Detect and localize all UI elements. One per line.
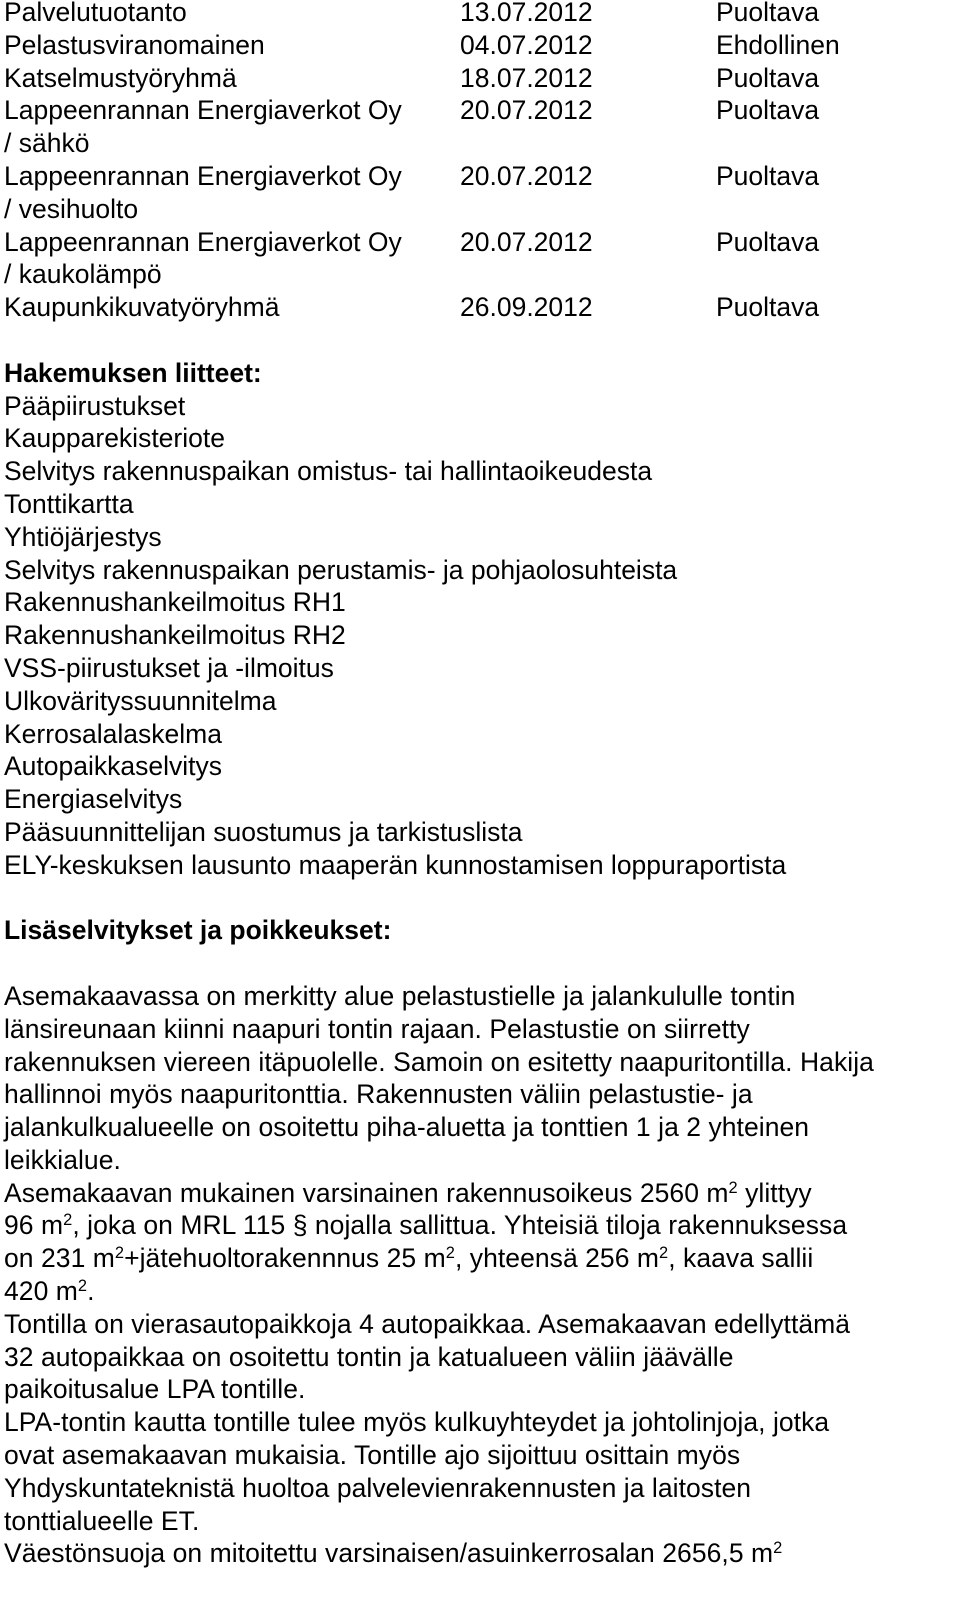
text-run: 96 m [4, 1210, 64, 1241]
attachment-item: Selvitys rakennuspaikan omistus- tai hallintaoikeudesta [4, 456, 653, 487]
organization-line: Lappeenrannan Energiaverkot Oy [4, 95, 402, 126]
paragraph-line [4, 1275, 954, 1308]
organization-line: Palvelutuotanto [4, 0, 187, 27]
superscript: 2 [773, 1539, 783, 1558]
superscript: 2 [63, 1211, 73, 1230]
superscript: 2 [445, 1244, 455, 1263]
clarifications-section [4, 914, 954, 1570]
attachment-item: Pääsuunnittelijan suostumus ja tarkistuslista [4, 816, 523, 847]
attachment-item: VSS-piirustukset ja -ilmoitus [4, 652, 334, 683]
paragraph-line: rakennuksen viereen itäpuolelle. Samoin on esitetty naapuritontilla. Hakija [4, 1046, 874, 1077]
text-run: +jätehuoltorakennnus 25 m [124, 1243, 446, 1274]
paragraph-line [4, 1177, 954, 1210]
statement-date: 20.07.2012 [460, 95, 593, 126]
statement-date: 20.07.2012 [460, 226, 593, 257]
statement-date: 26.09.2012 [460, 292, 593, 323]
text-run: , kaava sallii [668, 1243, 814, 1274]
attachment-item: Selvitys rakennuspaikan perustamis- ja pohjaolosuhteista [4, 554, 678, 585]
statement-row [4, 160, 954, 226]
paragraph-line: Tontilla on vierasautopaikkoja 4 autopaikkaa. Asemakaavan edellyttämä [4, 1308, 851, 1339]
spacer [4, 324, 954, 357]
superscript: 2 [114, 1244, 125, 1263]
statement-organization [4, 160, 460, 226]
statement-status: Puoltava [716, 0, 820, 27]
paragraph-line: LPA-tontin kautta tontille tulee myös kulkuyhteydet ja johtolinjoja, jotka [4, 1407, 830, 1438]
attachment-item: Autopaikkaselvitys [4, 751, 222, 782]
attachment-item: Rakennushankeilmoitus RH1 [4, 587, 346, 618]
paragraph-line: paikoitusalue LPA tontille. [4, 1374, 306, 1405]
paragraph-line: jalankulkualueelle on osoitettu piha-aluetta ja tonttien 1 ja 2 yhteinen [4, 1112, 810, 1143]
organization-line: Lappeenrannan Energiaverkot Oy [4, 160, 402, 191]
attachments-section [4, 357, 954, 882]
statement-status: Puoltava [716, 62, 820, 93]
attachment-item: Energiaselvitys [4, 784, 183, 815]
spacer [4, 947, 954, 980]
statement-row [4, 226, 954, 292]
statement-organization [4, 62, 460, 95]
superscript: 2 [77, 1277, 88, 1296]
clarifications-heading: Lisäselvitykset ja poikkeukset: [4, 915, 392, 946]
organization-line: Lappeenrannan Energiaverkot Oy [4, 226, 402, 257]
paragraph-line: 32 autopaikkaa on osoitettu tontin ja katualueen väliin jäävälle [4, 1341, 734, 1372]
paragraph-line [4, 1242, 954, 1275]
attachment-item: Ulkovärityssuunnitelma [4, 685, 277, 716]
organization-line: / vesihuolto [4, 193, 139, 224]
paragraph-line: Yhdyskuntateknistä huoltoa palvelevienrakennusten ja laitosten [4, 1472, 752, 1503]
statement-date: 13.07.2012 [460, 0, 593, 27]
text-run: . [87, 1276, 95, 1307]
paragraph-line: leikkialue. [4, 1144, 121, 1175]
statement-status: Puoltava [716, 160, 820, 191]
statement-row [4, 291, 954, 324]
paragraph-line [4, 1209, 954, 1242]
text-run: , joka on MRL 115 § nojalla sallittua. Yhteisiä tiloja rakennuksessa [72, 1210, 848, 1241]
organization-line: / kaukolämpö [4, 259, 162, 290]
statement-date: 04.07.2012 [460, 29, 593, 60]
statement-status: Puoltava [716, 226, 820, 257]
statement-status: Puoltava [716, 292, 820, 323]
statement-date: 18.07.2012 [460, 62, 593, 93]
text-run: 420 m [4, 1276, 78, 1307]
statements-table [4, 0, 954, 324]
organization-line: / sähkö [4, 128, 90, 159]
attachment-item: Kaupparekisteriote [4, 423, 225, 454]
statement-row [4, 94, 954, 160]
document-page [4, 0, 954, 1570]
paragraph-line: länsireunaan kiinni naapuri tontin rajaan. Pelastustie on siirretty [4, 1013, 750, 1044]
attachment-item: Rakennushankeilmoitus RH2 [4, 620, 346, 651]
statement-status: Puoltava [716, 95, 820, 126]
attachment-item: Pääpiirustukset [4, 390, 186, 421]
attachment-item: Tonttikartta [4, 488, 134, 519]
statement-organization [4, 29, 460, 62]
statement-date: 20.07.2012 [460, 160, 593, 191]
statement-organization [4, 226, 460, 292]
organization-line: Kaupunkikuvatyöryhmä [4, 292, 280, 323]
paragraph-line [4, 1537, 954, 1570]
paragraph-line: tonttialueelle ET. [4, 1505, 200, 1536]
text-run: Asemakaavan mukainen varsinainen rakennusoikeus 2560 m [4, 1177, 729, 1208]
superscript: 2 [659, 1244, 669, 1263]
text-run: on 231 m [4, 1243, 115, 1274]
statement-organization [4, 0, 460, 29]
spacer [4, 882, 954, 915]
superscript: 2 [728, 1178, 738, 1197]
attachment-item: Yhtiöjärjestys [4, 521, 162, 552]
attachment-item: Kerrosalalaskelma [4, 718, 222, 749]
organization-line: Pelastusviranomainen [4, 29, 265, 60]
statement-row [4, 29, 954, 62]
attachments-heading: Hakemuksen liitteet: [4, 357, 262, 388]
attachment-item: ELY-keskuksen lausunto maaperän kunnostamisen loppuraportista [4, 849, 787, 880]
text-run: ylittyy [737, 1177, 812, 1208]
statement-row [4, 62, 954, 95]
statement-status: Ehdollinen [716, 29, 840, 60]
statement-organization [4, 94, 460, 160]
paragraph-line: ovat asemakaavan mukaisia. Tontille ajo sijoittuu osittain myös [4, 1440, 741, 1471]
text-run: Väestönsuoja on mitoitettu varsinaisen/asuinkerrosalan 2656,5 m [4, 1538, 774, 1569]
text-run: , yhteensä 256 m [454, 1243, 660, 1274]
organization-line: Katselmustyöryhmä [4, 62, 237, 93]
statement-row [4, 0, 954, 29]
paragraph-line: hallinnoi myös naapuritonttia. Rakennusten väliin pelastustie- ja [4, 1079, 753, 1110]
paragraph-line: Asemakaavassa on merkitty alue pelastustielle ja jalankululle tontin [4, 980, 796, 1011]
statement-organization [4, 291, 460, 324]
